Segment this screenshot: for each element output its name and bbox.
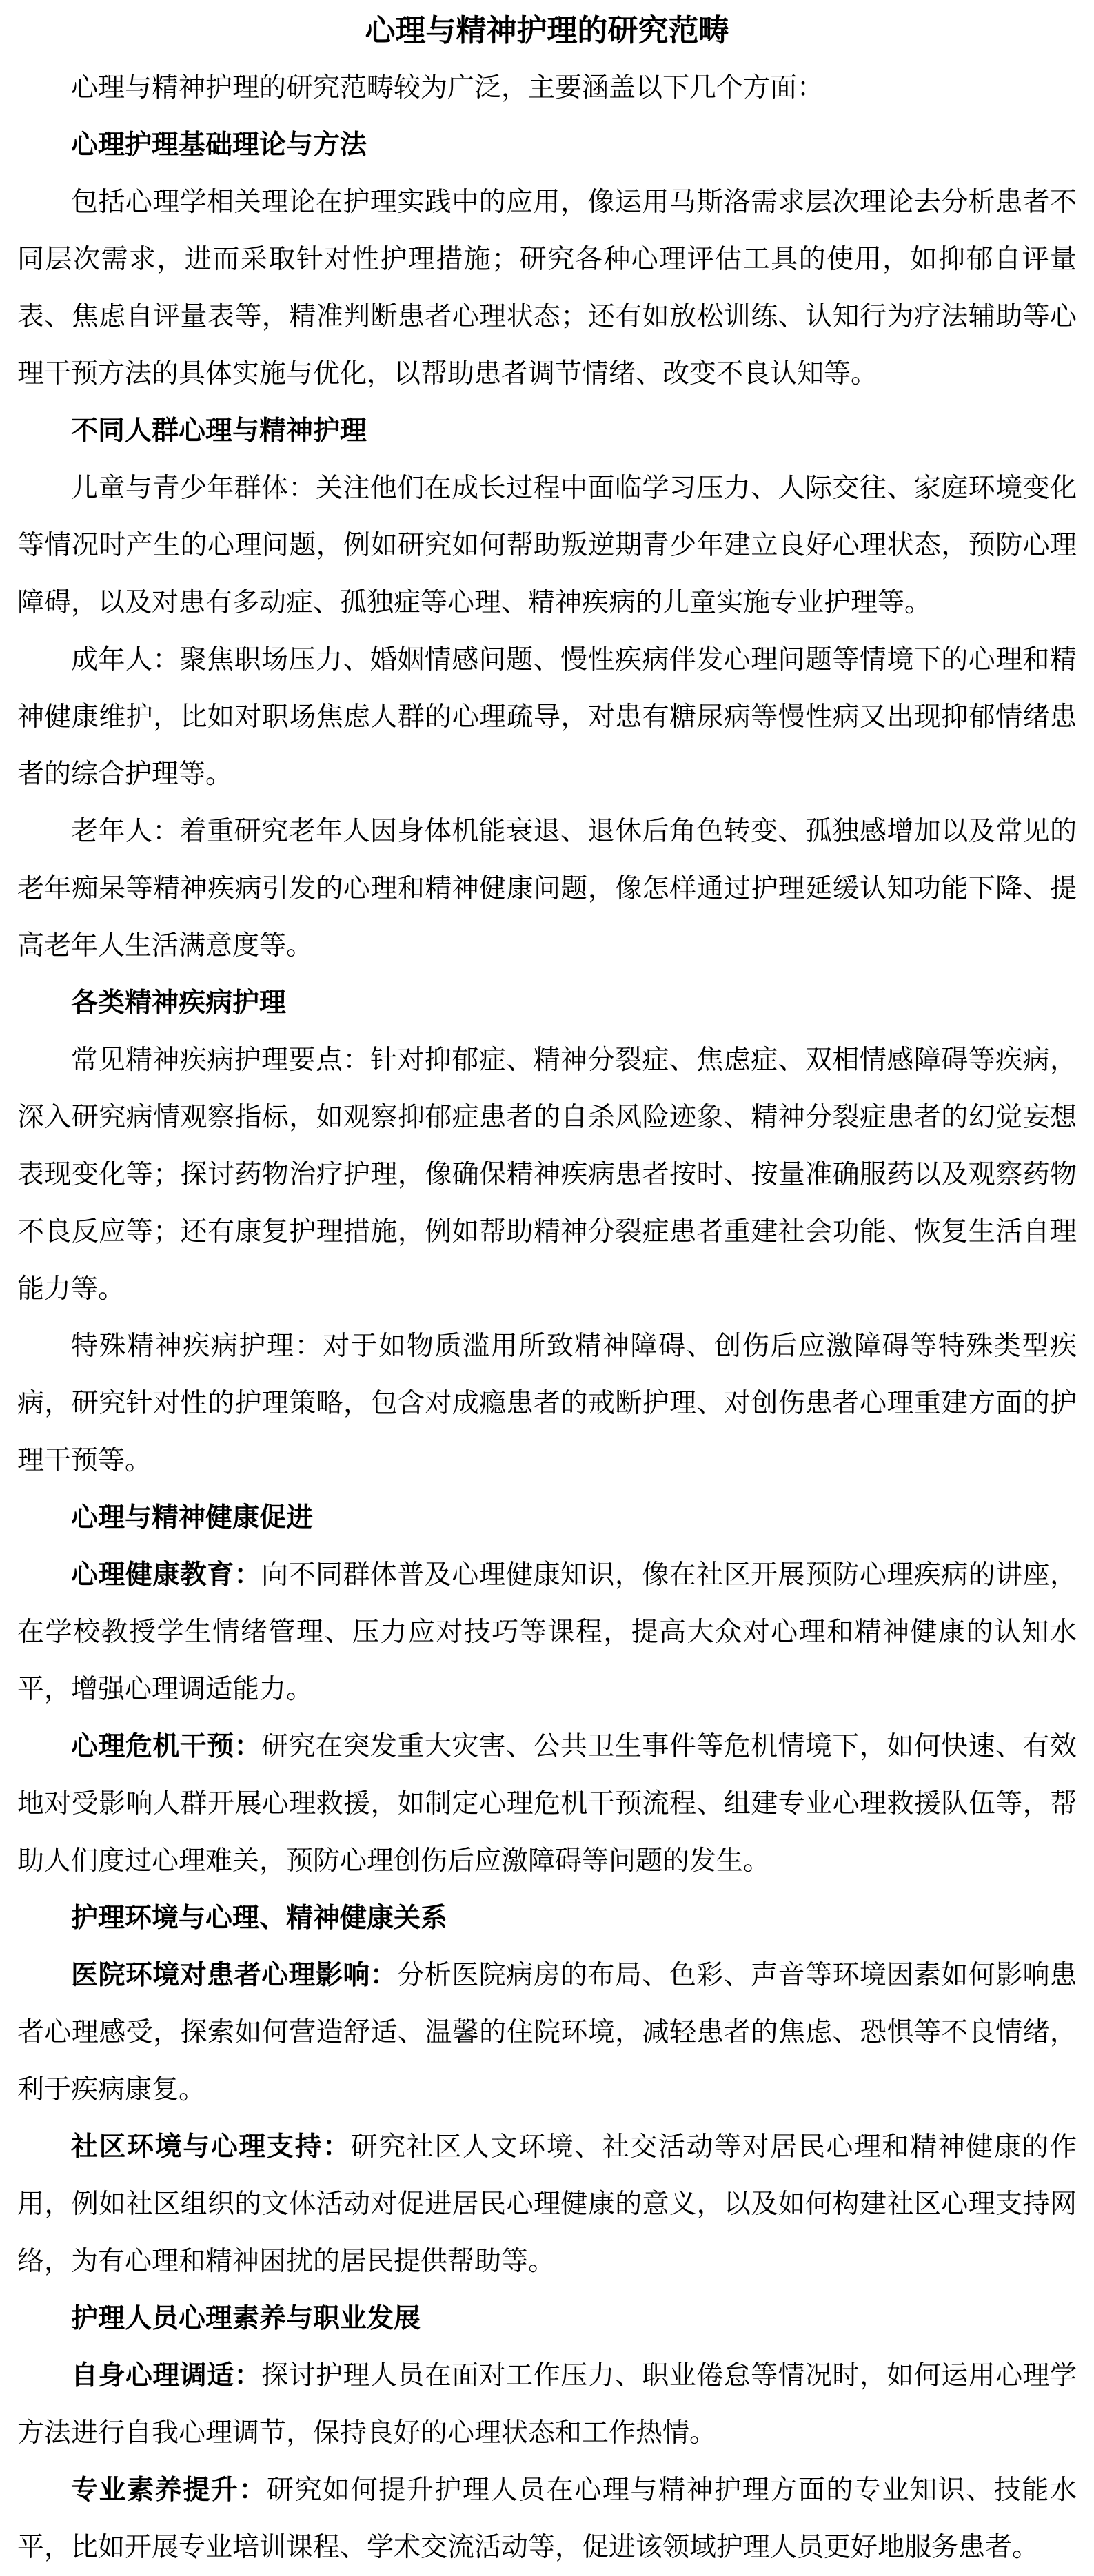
section-heading [17, 974, 1077, 1032]
body-paragraph [17, 1318, 1077, 1489]
body-paragraph [17, 803, 1077, 974]
paragraph-lead: 专业素养提升： [71, 2475, 267, 2505]
body-paragraph [17, 2462, 1077, 2576]
paragraph-text: 研究如何提升护理人员在心理与精神护理方面的专业知识、技能水平，比如开展专业培训课程、学术交流活动等，促进该领域护理人员更好地服务患者。 [17, 2475, 1077, 2562]
section-heading [17, 1489, 1077, 1546]
body-paragraph [17, 1546, 1077, 1718]
body-paragraph [17, 1032, 1077, 1318]
body-paragraph [17, 2118, 1077, 2290]
section-heading [17, 2290, 1077, 2347]
body-paragraph [17, 2347, 1077, 2462]
paragraph-lead: 心理健康教育： [71, 1560, 262, 1590]
body-paragraph [17, 1947, 1077, 2118]
paragraph-text: 心理与精神护理的研究范畴较为广泛，主要涵盖以下几个方面： [71, 73, 824, 103]
body-paragraph [17, 174, 1077, 402]
paragraph-text: 各类精神疾病护理 [71, 988, 287, 1018]
body-paragraph [17, 1718, 1077, 1890]
body-paragraph [17, 631, 1077, 803]
paragraph-text: 成年人：聚焦职场压力、婚姻情感问题、慢性疾病伴发心理问题等情境下的心理和精神健康维护，比如对职场焦虑人群的心理疏导，对患有糖尿病等慢性病又出现抑郁情绪患者的综合护理等。 [17, 645, 1077, 789]
paragraph-text: 心理与精神健康促进 [71, 1503, 314, 1533]
document-title: 心理与精神护理的研究范畴 [365, 14, 729, 48]
paragraph-text: 心理护理基础理论与方法 [71, 130, 367, 160]
paragraph-text: 探讨护理人员在面对工作压力、职业倦怠等情况时，如何运用心理学方法进行自我心理调节，保持良好的心理状态和工作热情。 [17, 2361, 1077, 2448]
paragraph-text: 护理环境与心理、精神健康关系 [71, 1903, 448, 1933]
paragraph-text: 儿童与青少年群体：关注他们在成长过程中面临学习压力、人际交往、家庭环境变化等情况时产生的心理问题，例如研究如何帮助叛逆期青少年建立良好心理状态，预防心理障碍，以及对患有多动症、孤独症等心理、精神疾病的儿童实施专业护理等。 [17, 473, 1077, 617]
paragraph-lead: 医院环境对患者心理影响： [71, 1961, 398, 1990]
paragraph-text: 分析医院病房的布局、色彩、声音等环境因素如何影响患者心理感受，探索如何营造舒适、温馨的住院环境，减轻患者的焦虑、恐惧等不良情绪，利于疾病康复。 [17, 1961, 1077, 2105]
paragraph-lead: 社区环境与心理支持： [71, 2132, 351, 2162]
paragraph-text: 不同人群心理与精神护理 [71, 416, 367, 446]
section-heading [17, 116, 1077, 174]
paragraph-text: 老年人：着重研究老年人因身体机能衰退、退休后角色转变、孤独感增加以及常见的老年痴呆等精神疾病引发的心理和精神健康问题，像怎样通过护理延缓认知功能下降、提高老年人生活满意度等。 [17, 817, 1077, 961]
paragraph-text: 研究在突发重大灾害、公共卫生事件等危机情境下，如何快速、有效地对受影响人群开展心理救援，如制定心理危机干预流程、组建专业心理救援队伍等，帮助人们度过心理难关，预防心理创伤后应激障碍等问题的发生。 [17, 1732, 1077, 1876]
paragraph-text: 研究社区人文环境、社交活动等对居民心理和精神健康的作用，例如社区组织的文体活动对促进居民心理健康的意义，以及如何构建社区心理支持网络，为有心理和精神困扰的居民提供帮助等。 [17, 2132, 1077, 2276]
body-paragraph [17, 59, 1077, 116]
section-heading [17, 402, 1077, 460]
paragraph-lead: 自身心理调适： [71, 2361, 262, 2391]
paragraph-text: 特殊精神疾病护理：对于如物质滥用所致精神障碍、创伤后应激障碍等特殊类型疾病，研究针对性的护理策略，包含对成瘾患者的戒断护理、对创伤患者心理重建方面的护理干预等。 [17, 1331, 1077, 1475]
paragraph-text: 向不同群体普及心理健康知识，像在社区开展预防心理疾病的讲座，在学校教授学生情绪管理、压力应对技巧等课程，提高大众对心理和精神健康的认知水平，增强心理调适能力。 [17, 1560, 1077, 1704]
paragraph-text: 护理人员心理素养与职业发展 [71, 2304, 421, 2333]
paragraph-lead: 心理危机干预： [71, 1732, 262, 1761]
section-heading [17, 1890, 1077, 1947]
document-body [17, 59, 1077, 2576]
paragraph-text: 常见精神疾病护理要点：针对抑郁症、精神分裂症、焦虑症、双相情感障碍等疾病，深入研究病情观察指标，如观察抑郁症患者的自杀风险迹象、精神分裂症患者的幻觉妄想表现变化等；探讨药物治疗护理，像确保精神疾病患者按时、按量准确服药以及观察药物不良反应等；还有康复护理措施，例如帮助精神分裂症患者重建社会功能、恢复生活自理能力等。 [17, 1045, 1077, 1304]
body-paragraph [17, 460, 1077, 631]
paragraph-text: 包括心理学相关理论在护理实践中的应用，像运用马斯洛需求层次理论去分析患者不同层次需求，进而采取针对性护理措施；研究各种心理评估工具的使用，如抑郁自评量表、焦虑自评量表等，精准判断患者心理状态；还有如放松训练、认知行为疗法辅助等心理干预方法的具体实施与优化，以帮助患者调节情绪、改变不良认知等。 [17, 187, 1077, 389]
